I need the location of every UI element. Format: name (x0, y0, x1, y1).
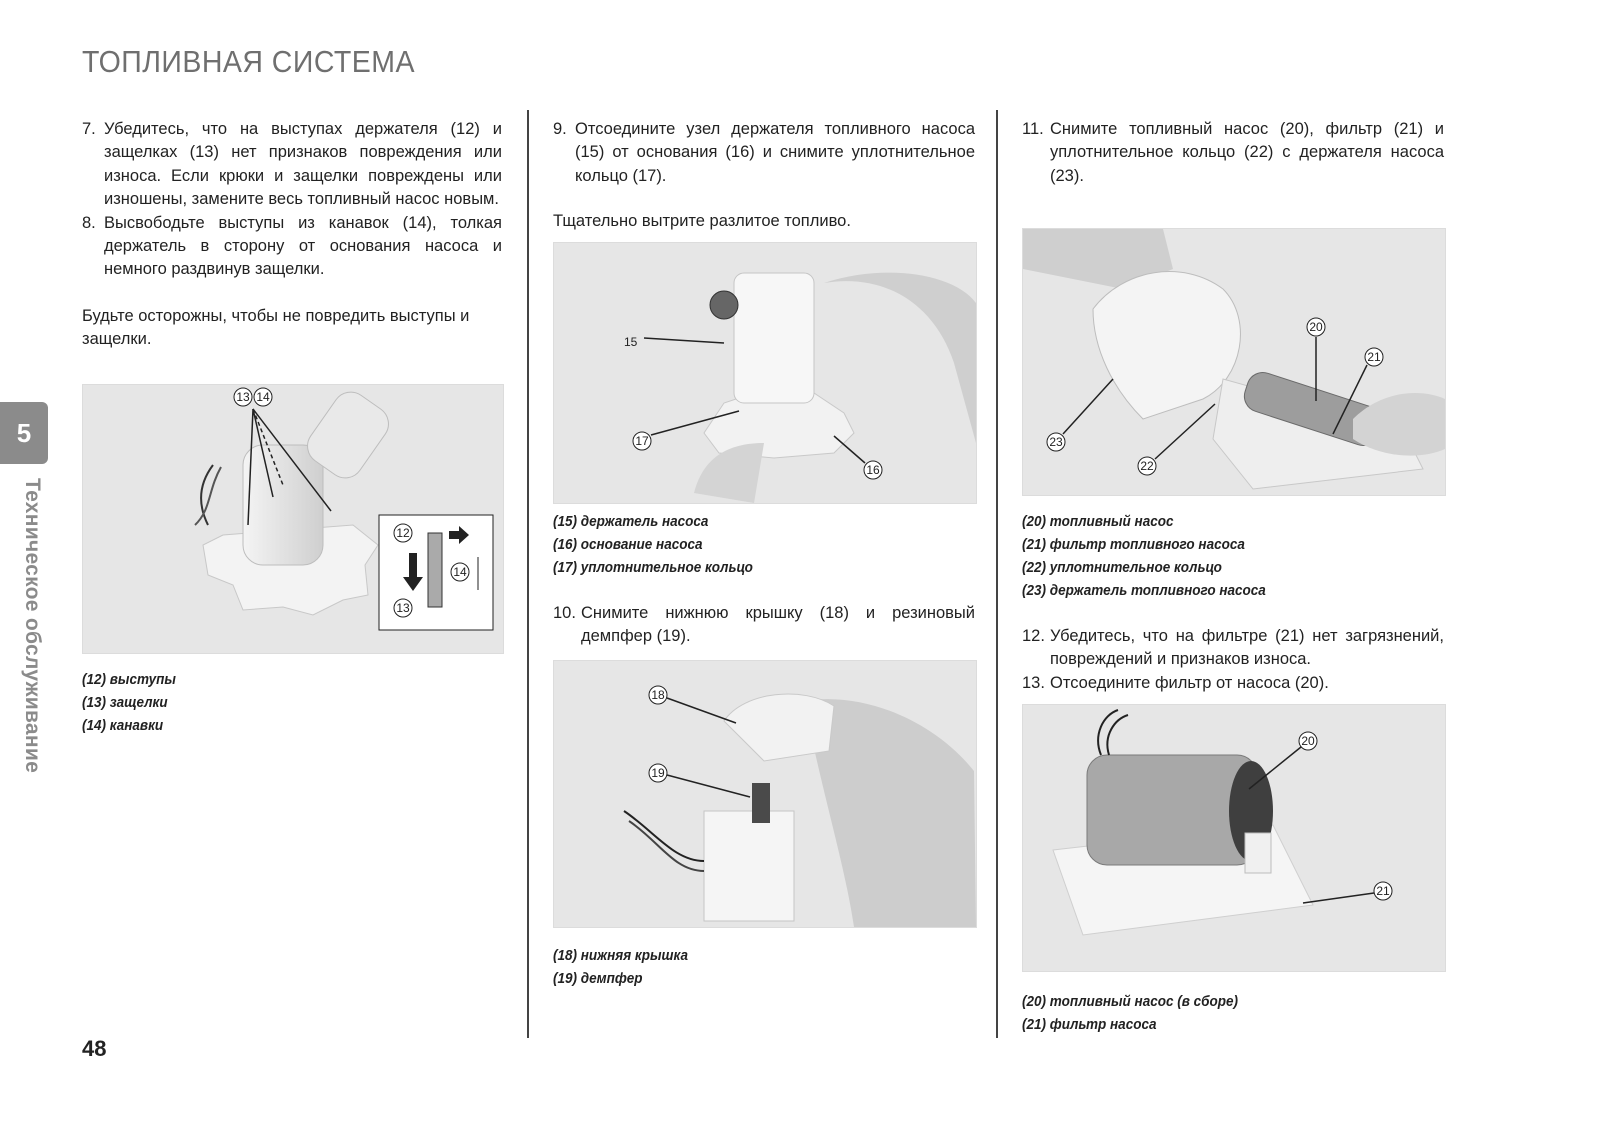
step-9: 9. Отсоедините узел держателя топливного насоса (15) от основания (16) и снимите уплотнительное кольцо (17). (553, 120, 975, 185)
callout-21: 21 (1367, 350, 1381, 364)
wipe-note: Тщательно вытрите разлитое топливо. (553, 212, 851, 231)
figure-pump-removal (1022, 228, 1446, 496)
caption: (12) выступы (82, 671, 176, 688)
caption-block-5 (1022, 990, 1262, 1036)
figure-pump-holder (553, 242, 977, 504)
callout-14b: 14 (453, 565, 467, 579)
column-2 (553, 118, 975, 234)
column-divider (996, 110, 998, 1038)
callout-20: 20 (1309, 320, 1323, 334)
caption: (21) фильтр топливного насоса (1022, 536, 1245, 553)
column-1 (82, 118, 502, 352)
step-7: 7. Убедитесь, что на выступах держателя (12) и защелках (13) нет признаков повреждения или износа. Если крюки и защелки повреждены или изношены, замените весь топливный насос новым. (82, 120, 502, 209)
callout-16: 16 (866, 463, 880, 477)
callout-13: 13 (236, 390, 250, 404)
caption: (14) канавки (82, 717, 164, 734)
step-11: 11. Снимите топливный насос (20), фильтр (21) и уплотнительное кольцо (22) с держателя насоса (23). (1022, 120, 1444, 185)
caption: (15) держатель насоса (553, 513, 709, 530)
caption: (20) топливный насос (в сборе) (1022, 993, 1238, 1010)
step-10: 10. Снимите нижнюю крышку (18) и резиновый демпфер (19). (553, 604, 975, 646)
callout-18: 18 (651, 688, 665, 702)
figure-lower-cover (553, 660, 977, 928)
chapter-title-vertical: Техническое обслуживание (21, 478, 44, 774)
page-title: ТОПЛИВНАЯ СИСТЕМА (82, 44, 415, 79)
column-divider (527, 110, 529, 1038)
caption-block-1 (82, 668, 186, 737)
steps-12-13-block (1022, 625, 1444, 695)
page-number: 48 (82, 1036, 107, 1061)
caption-block-2 (553, 510, 775, 579)
caption-block-4 (1022, 510, 1293, 602)
step-list (1022, 625, 1444, 695)
figure-pump-filter (1022, 704, 1446, 972)
figure-holder-tabs (82, 384, 504, 654)
caution-note: Будьте осторожны, чтобы не повредить выступы и защелки. (82, 306, 470, 349)
step-8: 8. Высвободьте выступы из канавок (14), толкая держатель в сторону от основания насоса и немного раздвинув защелки. (82, 213, 502, 279)
caption: (23) держатель топливного насоса (1022, 582, 1266, 599)
caption: (13) защелки (82, 694, 168, 711)
column-3 (1022, 118, 1444, 188)
caption-block-3 (553, 944, 703, 990)
callout-17: 17 (635, 434, 649, 448)
step-12: 12. Убедитесь, что на фильтре (21) нет загрязнений, повреждений и признаков износа. (1022, 627, 1444, 669)
caption: (20) топливный насос (1022, 513, 1174, 530)
step-10-block (553, 602, 975, 649)
step-list (1022, 118, 1444, 188)
chapter-tab: 5 (0, 402, 48, 464)
caption: (21) фильтр насоса (1022, 1016, 1157, 1033)
caption: (18) нижняя крышка (553, 947, 689, 964)
caption: (17) уплотнительное кольцо (553, 559, 753, 576)
callout-23: 23 (1049, 435, 1063, 449)
callout-21b: 21 (1376, 884, 1390, 898)
callout-12: 12 (396, 526, 410, 540)
callout-14: 14 (256, 390, 270, 404)
callout-22: 22 (1140, 459, 1154, 473)
callout-13b: 13 (396, 601, 410, 615)
caption: (16) основание насоса (553, 536, 703, 553)
step-list (553, 602, 975, 649)
callout-20b: 20 (1301, 734, 1315, 748)
step-list (82, 118, 502, 282)
caption: (19) демпфер (553, 970, 643, 987)
callout-19: 19 (651, 766, 665, 780)
callout-15: 15 (624, 335, 638, 349)
step-13: 13. Отсоедините фильтр от насоса (20). (1022, 673, 1329, 692)
step-list (553, 118, 975, 188)
caption: (22) уплотнительное кольцо (1022, 559, 1222, 576)
